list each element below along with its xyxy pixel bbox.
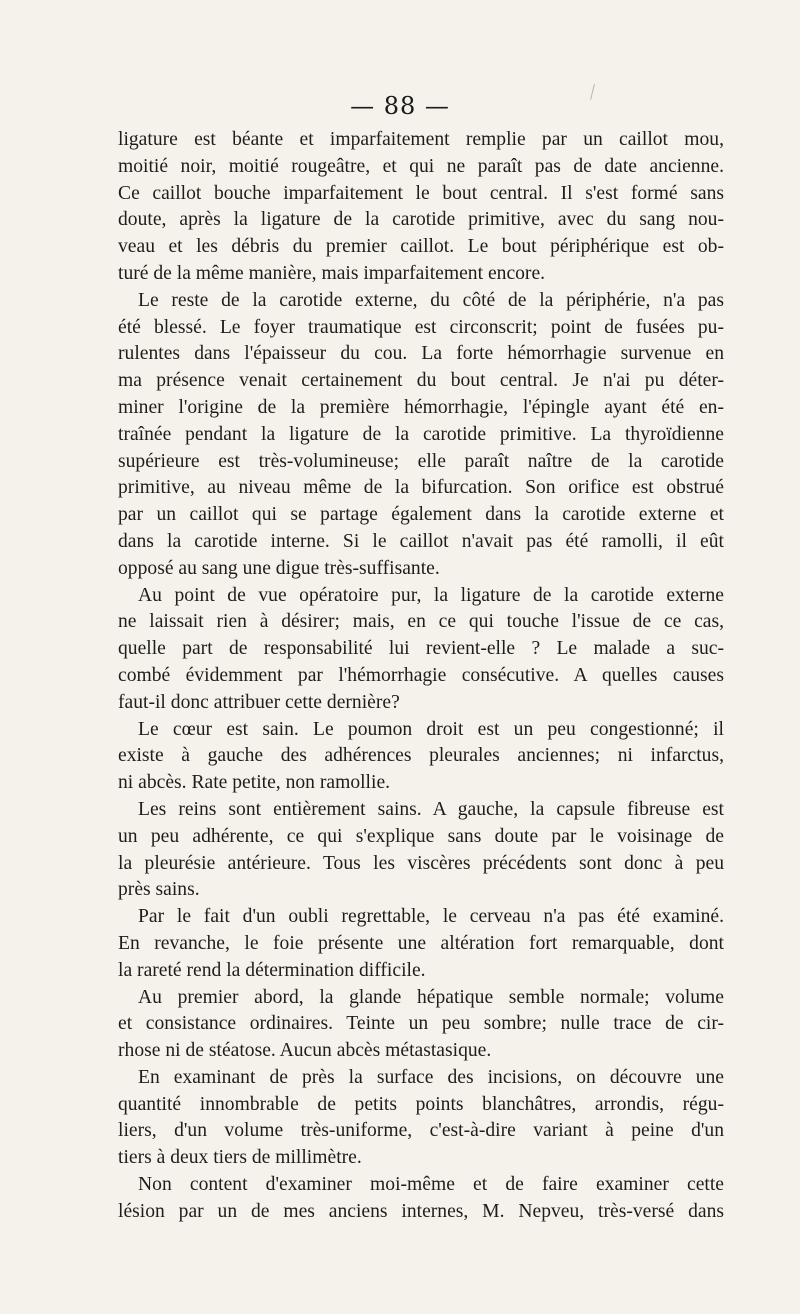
text-line: En examinant de près la surface des incisions, on découvre une — [138, 1066, 724, 1088]
text-line: miner l'origine de la première hémorrhagie, l'épingle ayant été en- — [118, 396, 724, 418]
text-line: moitié noir, moitié rougeâtre, et qui ne paraît pas de date ancienne. — [118, 155, 724, 177]
text-line: Non content d'examiner moi-même et de faire examiner cette — [138, 1174, 724, 1196]
text-line: dans la carotide interne. Si le caillot n'avait pas été ramolli, il eût — [118, 530, 724, 552]
text-line: la pleurésie antérieure. Tous les viscères précédents sont donc à peu — [118, 852, 724, 874]
page-number: — 88 — — [350, 92, 450, 120]
text-line: un peu adhérente, ce qui s'explique sans doute par le voisinage de — [118, 825, 724, 847]
paragraph — [118, 797, 724, 904]
text-line: Les reins sont entièrement sains. A gauche, la capsule fibreuse est — [138, 798, 724, 820]
text-line: ne laissait rien à désirer; mais, en ce qui touche l'issue de ce cas, — [118, 611, 724, 633]
text-line: tiers à deux tiers de millimètre. — [118, 1147, 362, 1169]
text-line: existe à gauche des adhérences pleurales anciennes; ni infarctus, — [118, 745, 724, 767]
text-line: En revanche, le foie présente une altération fort remarquable, dont — [118, 932, 724, 954]
text-line: combé évidemment par l'hémorrhagie consécutive. A quelles causes — [118, 664, 724, 686]
text-line: la rareté rend la détermination difficile. — [118, 959, 426, 981]
text-line: opposé au sang une digue très-suffisante. — [118, 557, 440, 579]
text-line: traînée pendant la ligature de la carotide primitive. La thyroïdienne — [118, 423, 724, 445]
text-line: rulentes dans l'épaisseur du cou. La forte hémorrhagie survenue en — [118, 343, 724, 365]
paragraph — [118, 1065, 724, 1172]
text-line: et consistance ordinaires. Teinte un peu sombre; nulle trace de cir- — [118, 1013, 724, 1035]
text-line: Ce caillot bouche imparfaitement le bout central. Il s'est formé sans — [118, 182, 724, 204]
text-line: doute, après la ligature de la carotide primitive, avec du sang nou- — [118, 209, 724, 231]
paragraph — [118, 985, 724, 1065]
text-line: Le reste de la carotide externe, du côté de la périphérie, n'a pas — [138, 289, 724, 311]
text-line: quelle part de responsabilité lui revient-elle ? Le malade a suc- — [118, 638, 724, 660]
text-line: lésion par un de mes anciens internes, M. Nepveu, très-versé dans — [118, 1200, 724, 1222]
paragraph — [118, 288, 724, 583]
text-line: ma présence venait certainement du bout central. Je n'ai pu déter- — [118, 370, 724, 392]
text-line: rhose ni de stéatose. Aucun abcès métastasique. — [118, 1040, 492, 1062]
paragraph — [118, 1172, 724, 1226]
text-line: supérieure est très-volumineuse; elle paraît naître de la carotide — [118, 450, 724, 472]
text-line: été blessé. Le foyer traumatique est circonscrit; point de fusées pu- — [118, 316, 724, 338]
paragraph — [118, 127, 724, 288]
text-line: près sains. — [118, 879, 200, 901]
text-line: faut-il donc attribuer cette dernière? — [118, 691, 400, 713]
text-line: primitive, au niveau même de la bifurcation. Son orifice est obstrué — [118, 477, 724, 499]
paragraph — [118, 717, 724, 797]
text-line: Au premier abord, la glande hépatique semble normale; volume — [138, 986, 724, 1008]
text-line: par un caillot qui se partage également dans la carotide externe et — [118, 504, 724, 526]
paragraph — [118, 904, 724, 984]
text-line: quantité innombrable de petits points blanchâtres, arrondis, régu- — [118, 1093, 724, 1115]
text-line: liers, d'un volume très-uniforme, c'est-à-dire variant à peine d'un — [118, 1120, 724, 1142]
text-line: veau et les débris du premier caillot. Le bout périphérique est ob- — [118, 236, 724, 258]
text-line: Au point de vue opératoire pur, la ligature de la carotide externe — [138, 584, 724, 606]
text-line: turé de la même manière, mais imparfaitement encore. — [118, 262, 546, 284]
text-line: ligature est béante et imparfaitement remplie par un caillot mou, — [118, 129, 724, 150]
text-line: Par le fait d'un oubli regrettable, le cerveau n'a pas été examiné. — [138, 906, 724, 928]
paragraph — [118, 583, 724, 717]
text-line: ni abcès. Rate petite, non ramollie. — [118, 772, 391, 794]
page-body — [118, 127, 724, 1226]
text-line: Le cœur est sain. Le poumon droit est un peu congestionné; il — [138, 718, 724, 740]
